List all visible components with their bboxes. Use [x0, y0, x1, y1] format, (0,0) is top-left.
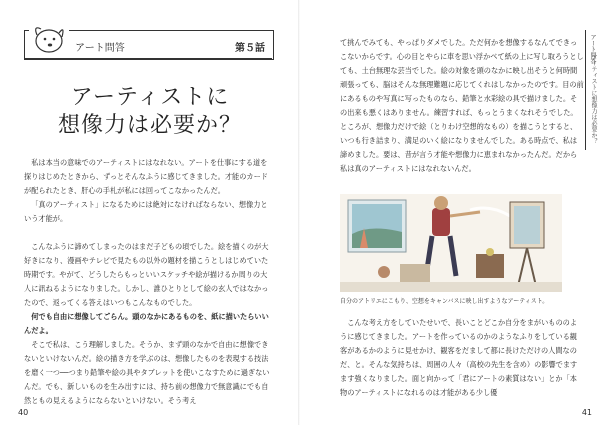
- paragraph: こんな考え方をしていたせいで、長いことどこか自分をまがいもののように感じてきました。アートを作っているのかのようなふりをしている観客があるかのように見せかけ、観客をだまして都に長けただけの人間なのだ、と。そんな気持ちは、周囲の人々（高校の先生を含め）の影響でますます強くなりました。面と向かって「君にアートの素質はない」とか「本物のアーティストになれるのは才能がある少し優: [340, 318, 578, 397]
- side-tab-subtitle: アーティストに想像力は必要か？: [590, 54, 597, 144]
- paragraph: て挑んでみても、やっぱりダメでした。ただ何かを想像するなんてできっこないからです。心の目とやらに車を思い浮かべて紙の上に写し取ろうとしても、土台無理な芸当でした。絵の対象を頭のなかに映し出そうと何時間頑張っても、脳はそんな無理難題に応じてくれはしなかったのです。目の前にあるものや写真に写ったものなら、鉛筆と水彩絵の具で描けました。その出来も悪くはありません。練習すれば、もっとうまくなれそうでした。ところが、想像力だけで絵（とりわけ空想的なもの）を描こうとすると、いつも行き詰まり、満足のいく絵になりませんでした。ある時点で、私は諦めました。要は、昔が言う才能や想像力に恵まれなかったんだ。だから私は真のアーティストにはなれないんだ。: [340, 38, 584, 173]
- page-number-left: 40: [18, 408, 29, 417]
- chapter-side-tab: [585, 30, 600, 150]
- artist-studio-illustration: [340, 194, 562, 292]
- paragraph: こんなふうに諦めてしまったのはまだ子どもの頃でした。絵を描くのが大好きになり、漫画やテレビで見たもの以外の題材を描こうとしはじめていた時期です。やがて、どうしたらもっといいスケッチや絵が描けるか周りの大人に訊ねるようになりました。しかし、誰ひとりとして絵の玄人ではなかったので、返ってくる答えはいつもこんなものでした。: [24, 242, 269, 307]
- paragraph: 私は本当の意味でのアーティストにはなれない。アートを仕事にする道を探りはじめたときから、ずっとそんなふうに感じてきました。才能のカードが配られたとき、肝心の手札が私には回ってこなかったんだ。: [24, 158, 268, 195]
- emphasis-paragraph: 何でも自由に想像してごらん。頭のなかにあるものを、紙に描いたらいいんだよ。: [24, 312, 269, 335]
- title-line-2: 想像力は必要か？: [57, 113, 242, 138]
- paragraph: 「真のアーティスト」になるためには絶対になければならない、想像力という才能が。: [24, 200, 268, 223]
- chapter-title: [0, 84, 300, 140]
- right-body-text-top: [340, 36, 584, 176]
- right-page: [300, 0, 600, 425]
- side-tab-title: アート問答: [589, 34, 596, 64]
- page-number-right: 41: [581, 408, 592, 417]
- header-label: アート問答: [75, 43, 125, 54]
- paragraph: そこで私は、こう理解しました。そうか、まず頭のなかで自由に想像できないといけないんだ。絵の描き方を学ぶのは、想像したものを表現する技法を磨く一つ──つまり鉛筆や絵の具やタブレットを使いこなすために過ぎないんだ。でも、新しいものを生み出すには、持ち前の想像力で無意識にでも自然ともの見えるようにならないといけない。そう考え: [24, 340, 270, 405]
- left-body-text: [24, 156, 274, 408]
- episode-number: 第５話: [235, 43, 265, 54]
- right-body-text-bottom: [340, 316, 584, 400]
- illustration-caption: 自分のアトリエにこもり、空想をキャンバスに映し出すようなアーティスト。: [340, 298, 549, 305]
- header-rule: [24, 58, 272, 60]
- dog-mascot-icon: [29, 21, 69, 57]
- title-line-1: アーティストに: [70, 85, 230, 110]
- episode-header: [24, 30, 274, 60]
